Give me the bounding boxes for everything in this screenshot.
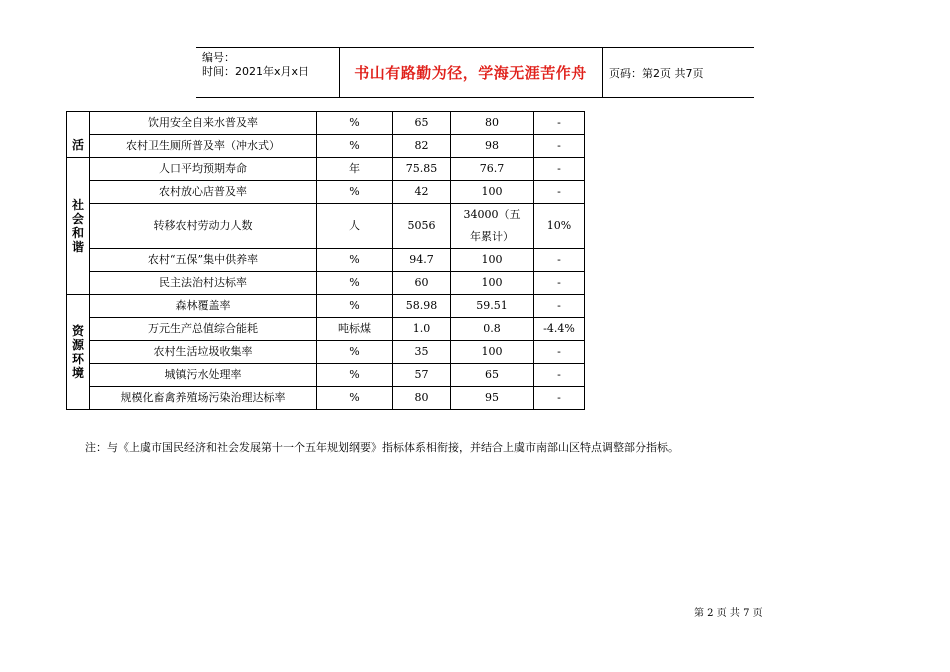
category-char: 社 <box>71 198 84 212</box>
category-cell <box>67 158 90 295</box>
indicator-base-value: 60 <box>393 272 451 295</box>
indicator-base-value: 94.7 <box>393 249 451 272</box>
indicator-growth: - <box>534 135 585 158</box>
header-motto: 书山有路勤为径，学海无涯苦作舟 <box>339 48 603 97</box>
indicator-name: 农村“五保”集中供养率 <box>90 249 317 272</box>
indicator-base-value: 65 <box>393 112 451 135</box>
header-page-code: 页码：第2页 共7页 <box>609 66 704 80</box>
table-row <box>67 158 585 181</box>
category-label <box>67 324 89 380</box>
indicator-target-value <box>451 204 534 249</box>
header-meta <box>196 48 340 97</box>
page-footer: 第 2 页 共 7 页 <box>694 608 763 619</box>
indicator-growth: 10% <box>534 204 585 249</box>
category-label: 活 <box>71 137 84 152</box>
indicator-name: 森林覆盖率 <box>90 295 317 318</box>
indicator-unit: % <box>317 272 393 295</box>
indicator-unit: 人 <box>317 204 393 249</box>
indicator-growth: - <box>534 295 585 318</box>
table-row <box>67 295 585 318</box>
indicator-unit: % <box>317 364 393 387</box>
category-char: 会 <box>71 212 84 226</box>
indicator-name: 城镇污水处理率 <box>90 364 317 387</box>
table-row <box>67 318 585 341</box>
indicator-unit: % <box>317 135 393 158</box>
indicator-growth: - <box>534 249 585 272</box>
indicator-unit: % <box>317 181 393 204</box>
category-char: 资 <box>71 324 84 338</box>
indicator-growth: - <box>534 364 585 387</box>
indicator-base-value: 42 <box>393 181 451 204</box>
indicator-target-value: 98 <box>451 135 534 158</box>
indicator-growth: - <box>534 272 585 295</box>
category-char: 谐 <box>71 240 84 254</box>
indicator-target-value: 59.51 <box>451 295 534 318</box>
indicator-unit: 吨标煤 <box>317 318 393 341</box>
indicator-base-value: 57 <box>393 364 451 387</box>
category-cell <box>67 112 90 158</box>
indicator-growth: - <box>534 387 585 410</box>
indicator-unit: % <box>317 295 393 318</box>
indicator-unit: 年 <box>317 158 393 181</box>
indicator-name: 饮用安全自来水普及率 <box>90 112 317 135</box>
indicator-base-value: 1.0 <box>393 318 451 341</box>
indicator-target-value: 76.7 <box>451 158 534 181</box>
category-char: 源 <box>71 338 84 352</box>
indicator-growth: - <box>534 112 585 135</box>
target-value-text: 34000（五年累计） <box>463 208 521 243</box>
category-char: 境 <box>71 366 84 380</box>
indicator-name: 万元生产总值综合能耗 <box>90 318 317 341</box>
indicator-name: 农村卫生厕所普及率（冲水式） <box>90 135 317 158</box>
table-row <box>67 181 585 204</box>
category-char: 和 <box>71 226 84 240</box>
indicator-name: 民主法治村达标率 <box>90 272 317 295</box>
indicator-unit: % <box>317 249 393 272</box>
category-label <box>67 198 89 254</box>
indicator-target-value: 100 <box>451 181 534 204</box>
table-row <box>67 249 585 272</box>
indicator-growth: -4.4% <box>534 318 585 341</box>
indicator-unit: % <box>317 341 393 364</box>
indicator-target-value: 100 <box>451 341 534 364</box>
indicator-name: 规模化畜禽养殖场污染治理达标率 <box>90 387 317 410</box>
table-row <box>67 387 585 410</box>
indicator-target-value: 100 <box>451 272 534 295</box>
category-cell <box>67 295 90 410</box>
table-row <box>67 341 585 364</box>
indicator-target-value: 0.8 <box>451 318 534 341</box>
indicator-name: 人口平均预期寿命 <box>90 158 317 181</box>
indicator-target-value: 95 <box>451 387 534 410</box>
indicator-growth: - <box>534 181 585 204</box>
indicator-base-value: 80 <box>393 387 451 410</box>
indicator-base-value: 82 <box>393 135 451 158</box>
indicator-target-value: 80 <box>451 112 534 135</box>
category-char: 环 <box>71 352 84 366</box>
table-row <box>67 135 585 158</box>
indicator-unit: % <box>317 387 393 410</box>
indicator-growth: - <box>534 341 585 364</box>
table-row <box>67 112 585 135</box>
indicator-name: 农村生活垃圾收集率 <box>90 341 317 364</box>
time-label: 时间：2021年x月x日 <box>202 65 310 78</box>
indicator-unit: % <box>317 112 393 135</box>
indicator-base-value: 5056 <box>393 204 451 249</box>
page-header <box>196 47 754 98</box>
indicator-table <box>66 111 585 410</box>
table-note: 注：与《上虞市国民经济和社会发展第十一个五年规划纲要》指标体系相衔接，并结合上虞市南部山区特点调整部分指标。 <box>85 441 679 454</box>
indicator-name: 转移农村劳动力人数 <box>90 204 317 249</box>
indicator-growth: - <box>534 158 585 181</box>
indicator-target-value: 65 <box>451 364 534 387</box>
table-row <box>67 272 585 295</box>
indicator-target-value: 100 <box>451 249 534 272</box>
indicator-base-value: 35 <box>393 341 451 364</box>
table-row <box>67 204 585 249</box>
indicator-base-value: 58.98 <box>393 295 451 318</box>
indicator-base-value: 75.85 <box>393 158 451 181</box>
number-label: 编号： <box>202 51 235 64</box>
indicator-name: 农村放心店普及率 <box>90 181 317 204</box>
table-row <box>67 364 585 387</box>
